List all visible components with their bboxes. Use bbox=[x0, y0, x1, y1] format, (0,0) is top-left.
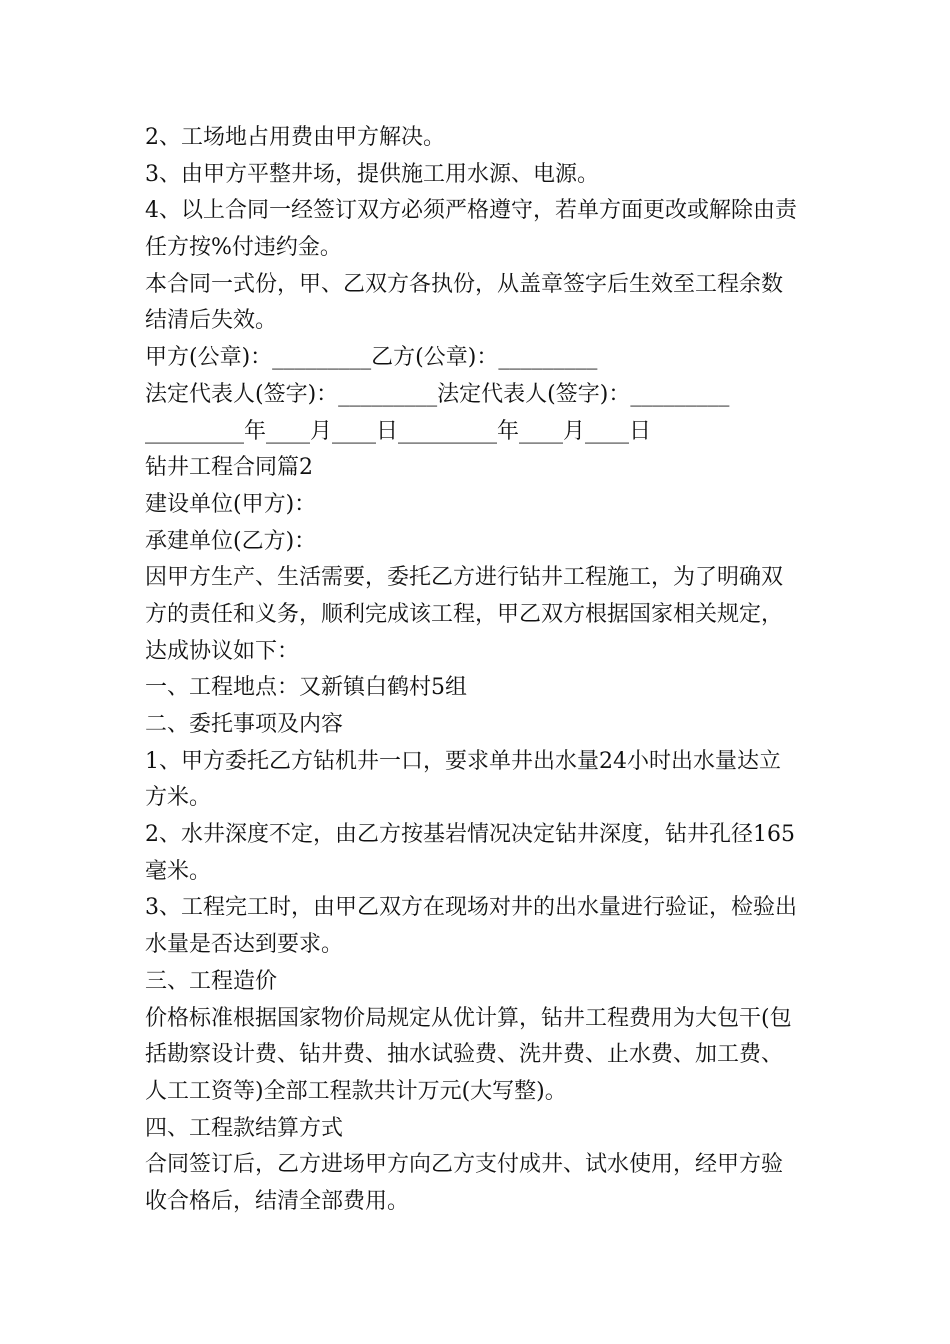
document-body bbox=[145, 120, 815, 1221]
clause-heading: 一、工程地点：又新镇白鹤村5组 bbox=[145, 675, 467, 701]
text-line: 结清后失效。 bbox=[145, 308, 278, 334]
section-title: 钻井工程合同篇2 bbox=[145, 455, 313, 481]
text-line: 方的责任和义务，顺利完成该工程，甲乙双方根据国家相关规定， bbox=[145, 601, 784, 627]
text-line: 1、甲方委托乙方钻机井一口，要求单井出水量24小时出水量达立 bbox=[145, 748, 781, 774]
text-line: 4、以上合同一经签订双方必须严格遵守，若单方面更改或解除由责 bbox=[145, 198, 797, 224]
text-line: 毫米。 bbox=[145, 858, 212, 884]
party-b-line: 承建单位(乙方)： bbox=[145, 528, 317, 554]
text-line: 任方按%付违约金。 bbox=[145, 235, 342, 261]
text-line: 3、工程完工时，由甲乙双方在现场对井的出水量进行验证，检验出 bbox=[145, 895, 797, 921]
signature-line-representative: 法定代表人(签字)：_________法定代表人(签字)：_________ bbox=[145, 381, 730, 407]
clause-heading: 二、委托事项及内容 bbox=[145, 712, 344, 737]
text-line: 合同签订后，乙方进场甲方向乙方支付成井、试水使用，经甲方验 bbox=[145, 1152, 784, 1178]
text-line: 人工工资等)全部工程款共计万元(大写整)。 bbox=[145, 1078, 567, 1104]
text-line: 水量是否达到要求。 bbox=[145, 932, 344, 958]
clause-heading: 三、工程造价 bbox=[145, 968, 278, 994]
clause-heading: 四、工程款结算方式 bbox=[145, 1115, 344, 1141]
text-line: 收合格后，结清全部费用。 bbox=[145, 1188, 410, 1214]
party-a-line: 建设单位(甲方)： bbox=[145, 491, 317, 517]
text-line: 括勘察设计费、钻井费、抽水试验费、洗井费、止水费、加工费、 bbox=[145, 1042, 784, 1068]
signature-line-seal: 甲方(公章)：_________乙方(公章)：_________ bbox=[145, 345, 598, 371]
signature-line-date: _________年____月____日_________年____月____日 bbox=[145, 418, 652, 444]
text-line: 2、水井深度不定，由乙方按基岩情况决定钻井深度，钻井孔径165 bbox=[145, 822, 795, 848]
text-line: 达成协议如下： bbox=[145, 638, 300, 664]
text-line: 因甲方生产、生活需要，委托乙方进行钻井工程施工，为了明确双 bbox=[145, 565, 784, 591]
text-line: 2、工场地占用费由甲方解决。 bbox=[145, 125, 445, 150]
text-line: 3、由甲方平整井场，提供施工用水源、电源。 bbox=[145, 161, 599, 187]
text-line: 价格标准根据国家物价局规定从优计算，钻井工程费用为大包干(包 bbox=[145, 1005, 792, 1031]
text-line: 本合同一式份，甲、乙双方各执份，从盖章签字后生效至工程余数 bbox=[145, 271, 784, 297]
text-line: 方米。 bbox=[145, 785, 212, 811]
